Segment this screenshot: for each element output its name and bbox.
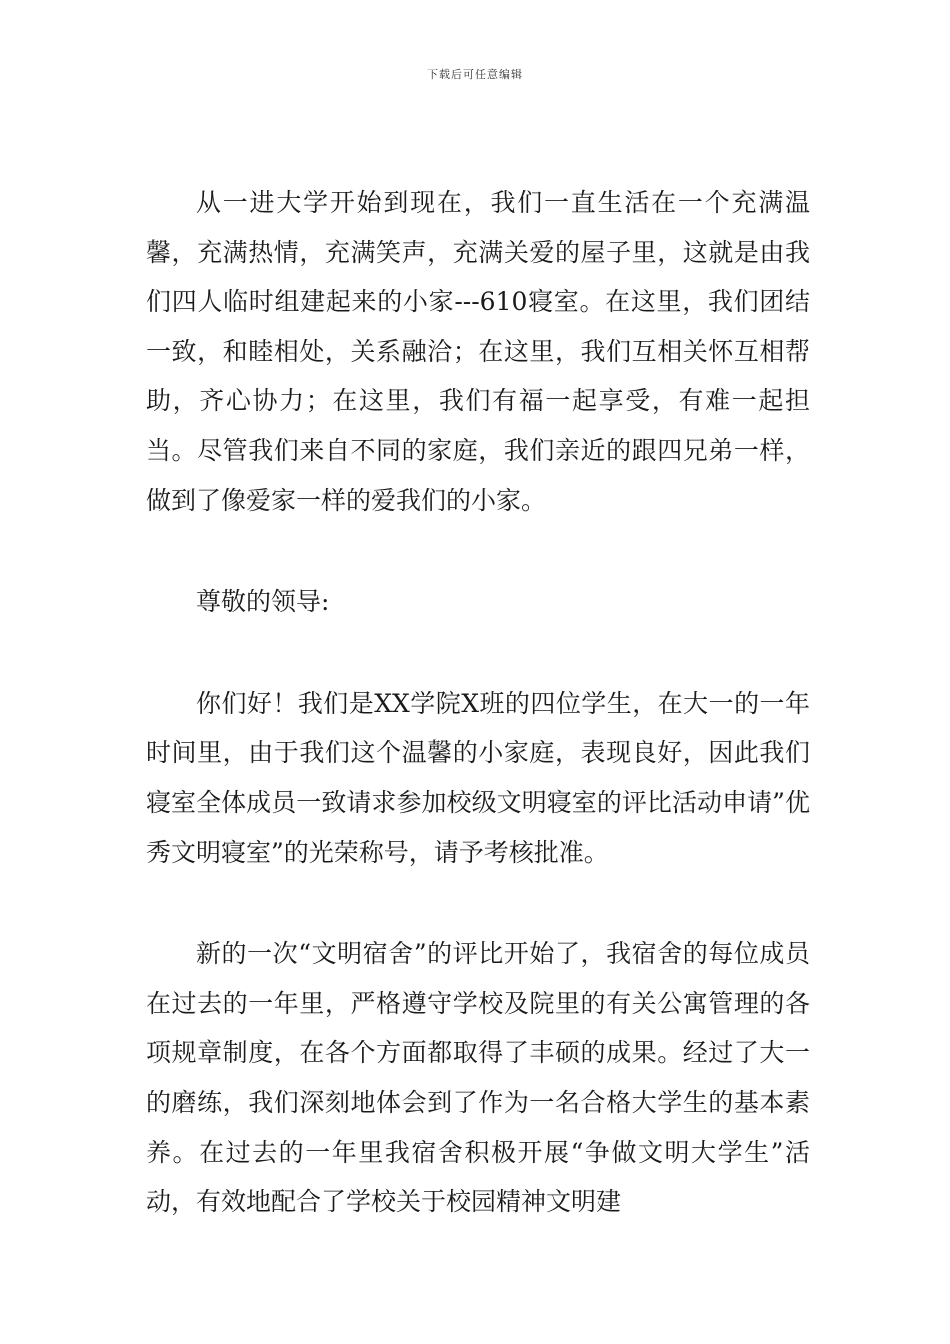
document-body bbox=[146, 178, 810, 1227]
page-header: 下载后可任意编辑 bbox=[427, 68, 523, 81]
paragraph-intro: 从一进大学开始到现在，我们一直生活在一个充满温馨，充满热情，充满笑声，充满关爱的屋子里，这就是由我们四人临时组建起来的小家---610寝室。在这里，我们团结一致，和睦相处，关系融洽；在这里，我们互相关怀互相帮助，齐心协力；在这里，我们有福一起享受，有难一起担当。尽管我们来自不同的家庭，我们亲近的跟四兄弟一样，做到了像爱家一样的爱我们的小家。 bbox=[146, 188, 810, 515]
paragraph-evaluation: 新的一次“文明宿舍”的评比开始了，我宿舍的每位成员在过去的一年里，严格遵守学校及院里的有关公寓管理的各项规章制度，在各个方面都取得了丰硕的成果。经过了大一的磨练，我们深刻地体会到了作为一名合格大学生的基本素养。在过去的一年里我宿舍积极开展“争做文明大学生”活动，有效地配合了学校关于校园精神文明建 bbox=[146, 939, 810, 1217]
paragraph-gap bbox=[146, 877, 810, 929]
paragraph-greeting: 你们好！我们是XX学院X班的四位学生，在大一的一年时间里，由于我们这个温馨的小家庭，表现良好，因此我们寝室全体成员一致请求参加校级文明寝室的评比活动申请”优秀文明寝室”的光荣称号，请予考核批准。 bbox=[146, 688, 810, 867]
paragraph-gap bbox=[146, 525, 810, 577]
paragraph-gap bbox=[146, 627, 810, 679]
paragraph-salutation: 尊敬的领导: bbox=[196, 587, 330, 617]
